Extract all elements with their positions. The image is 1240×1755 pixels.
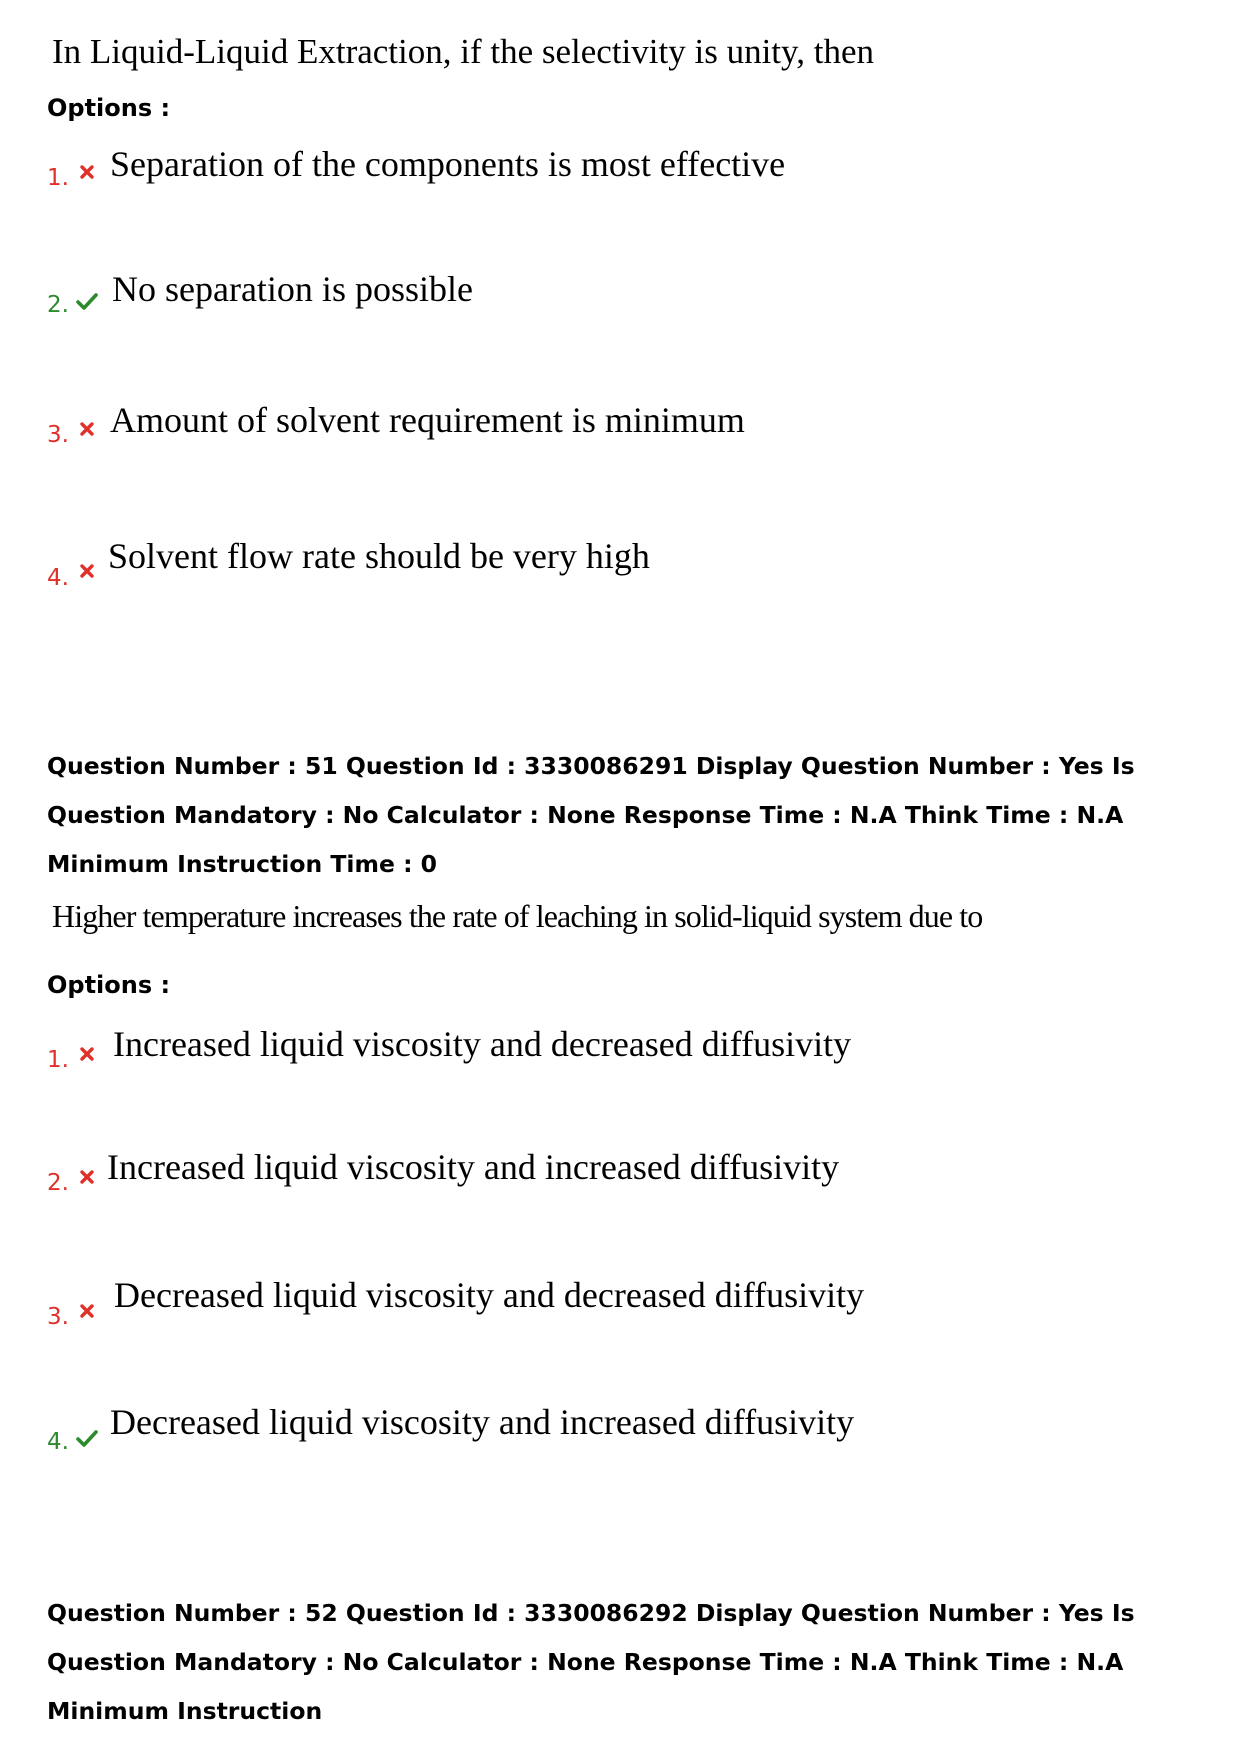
question-51-text: Higher temperature increases the rate of leaching in solid-liquid system due to bbox=[52, 898, 983, 934]
option-number: 3. bbox=[47, 422, 69, 448]
option-number: 4. bbox=[47, 1429, 69, 1455]
option-text: Increased liquid viscosity and decreased diffusivity bbox=[113, 1024, 852, 1064]
check-mark-icon bbox=[75, 1428, 99, 1448]
cross-mark-icon bbox=[78, 420, 96, 438]
question-52-metadata: Question Number : 52 Question Id : 3330086292 Display Question Number : Yes Is Question Mandatory : No Calculator : None Response Time : N.A Think Time : N.A Minimum Instruction bbox=[47, 1599, 1135, 1725]
option-item bbox=[0, 536, 1240, 600]
option-number: 2. bbox=[47, 292, 69, 318]
option-item bbox=[0, 1145, 1240, 1205]
cross-mark-icon bbox=[78, 1302, 96, 1320]
options-label: Options : bbox=[47, 94, 171, 122]
cross-mark-icon bbox=[78, 1045, 96, 1063]
question-50-text: In Liquid-Liquid Extraction, if the selectivity is unity, then bbox=[52, 32, 875, 71]
option-item bbox=[0, 1404, 1240, 1464]
option-item bbox=[0, 397, 1240, 457]
cross-mark-icon bbox=[78, 1168, 96, 1186]
option-item bbox=[0, 267, 1240, 327]
cross-mark-icon bbox=[78, 562, 96, 580]
option-text: Solvent flow rate should be very high bbox=[108, 536, 650, 576]
option-text: No separation is possible bbox=[112, 269, 473, 309]
option-text: Separation of the components is most effective bbox=[110, 144, 786, 184]
option-item bbox=[0, 140, 1240, 200]
question-51-metadata: Question Number : 51 Question Id : 3330086291 Display Question Number : Yes Is Question Mandatory : No Calculator : None Response Time : N.A Think Time : N.A Minimum Instruction Time : 0 bbox=[47, 752, 1135, 878]
option-text: Decreased liquid viscosity and increased diffusivity bbox=[110, 1402, 855, 1442]
option-number: 4. bbox=[47, 565, 69, 591]
option-text: Amount of solvent requirement is minimum bbox=[110, 400, 745, 440]
option-text: Decreased liquid viscosity and decreased diffusivity bbox=[114, 1275, 865, 1315]
check-mark-icon bbox=[75, 291, 99, 311]
cross-mark-icon bbox=[78, 163, 96, 181]
option-number: 2. bbox=[47, 1170, 69, 1196]
option-item bbox=[0, 1022, 1240, 1082]
option-number: 3. bbox=[47, 1304, 69, 1330]
option-number: 1. bbox=[47, 165, 69, 191]
options-label: Options : bbox=[47, 971, 171, 999]
option-text: Increased liquid viscosity and increased diffusivity bbox=[107, 1147, 840, 1187]
option-number: 1. bbox=[47, 1047, 69, 1073]
option-item bbox=[0, 1275, 1240, 1339]
